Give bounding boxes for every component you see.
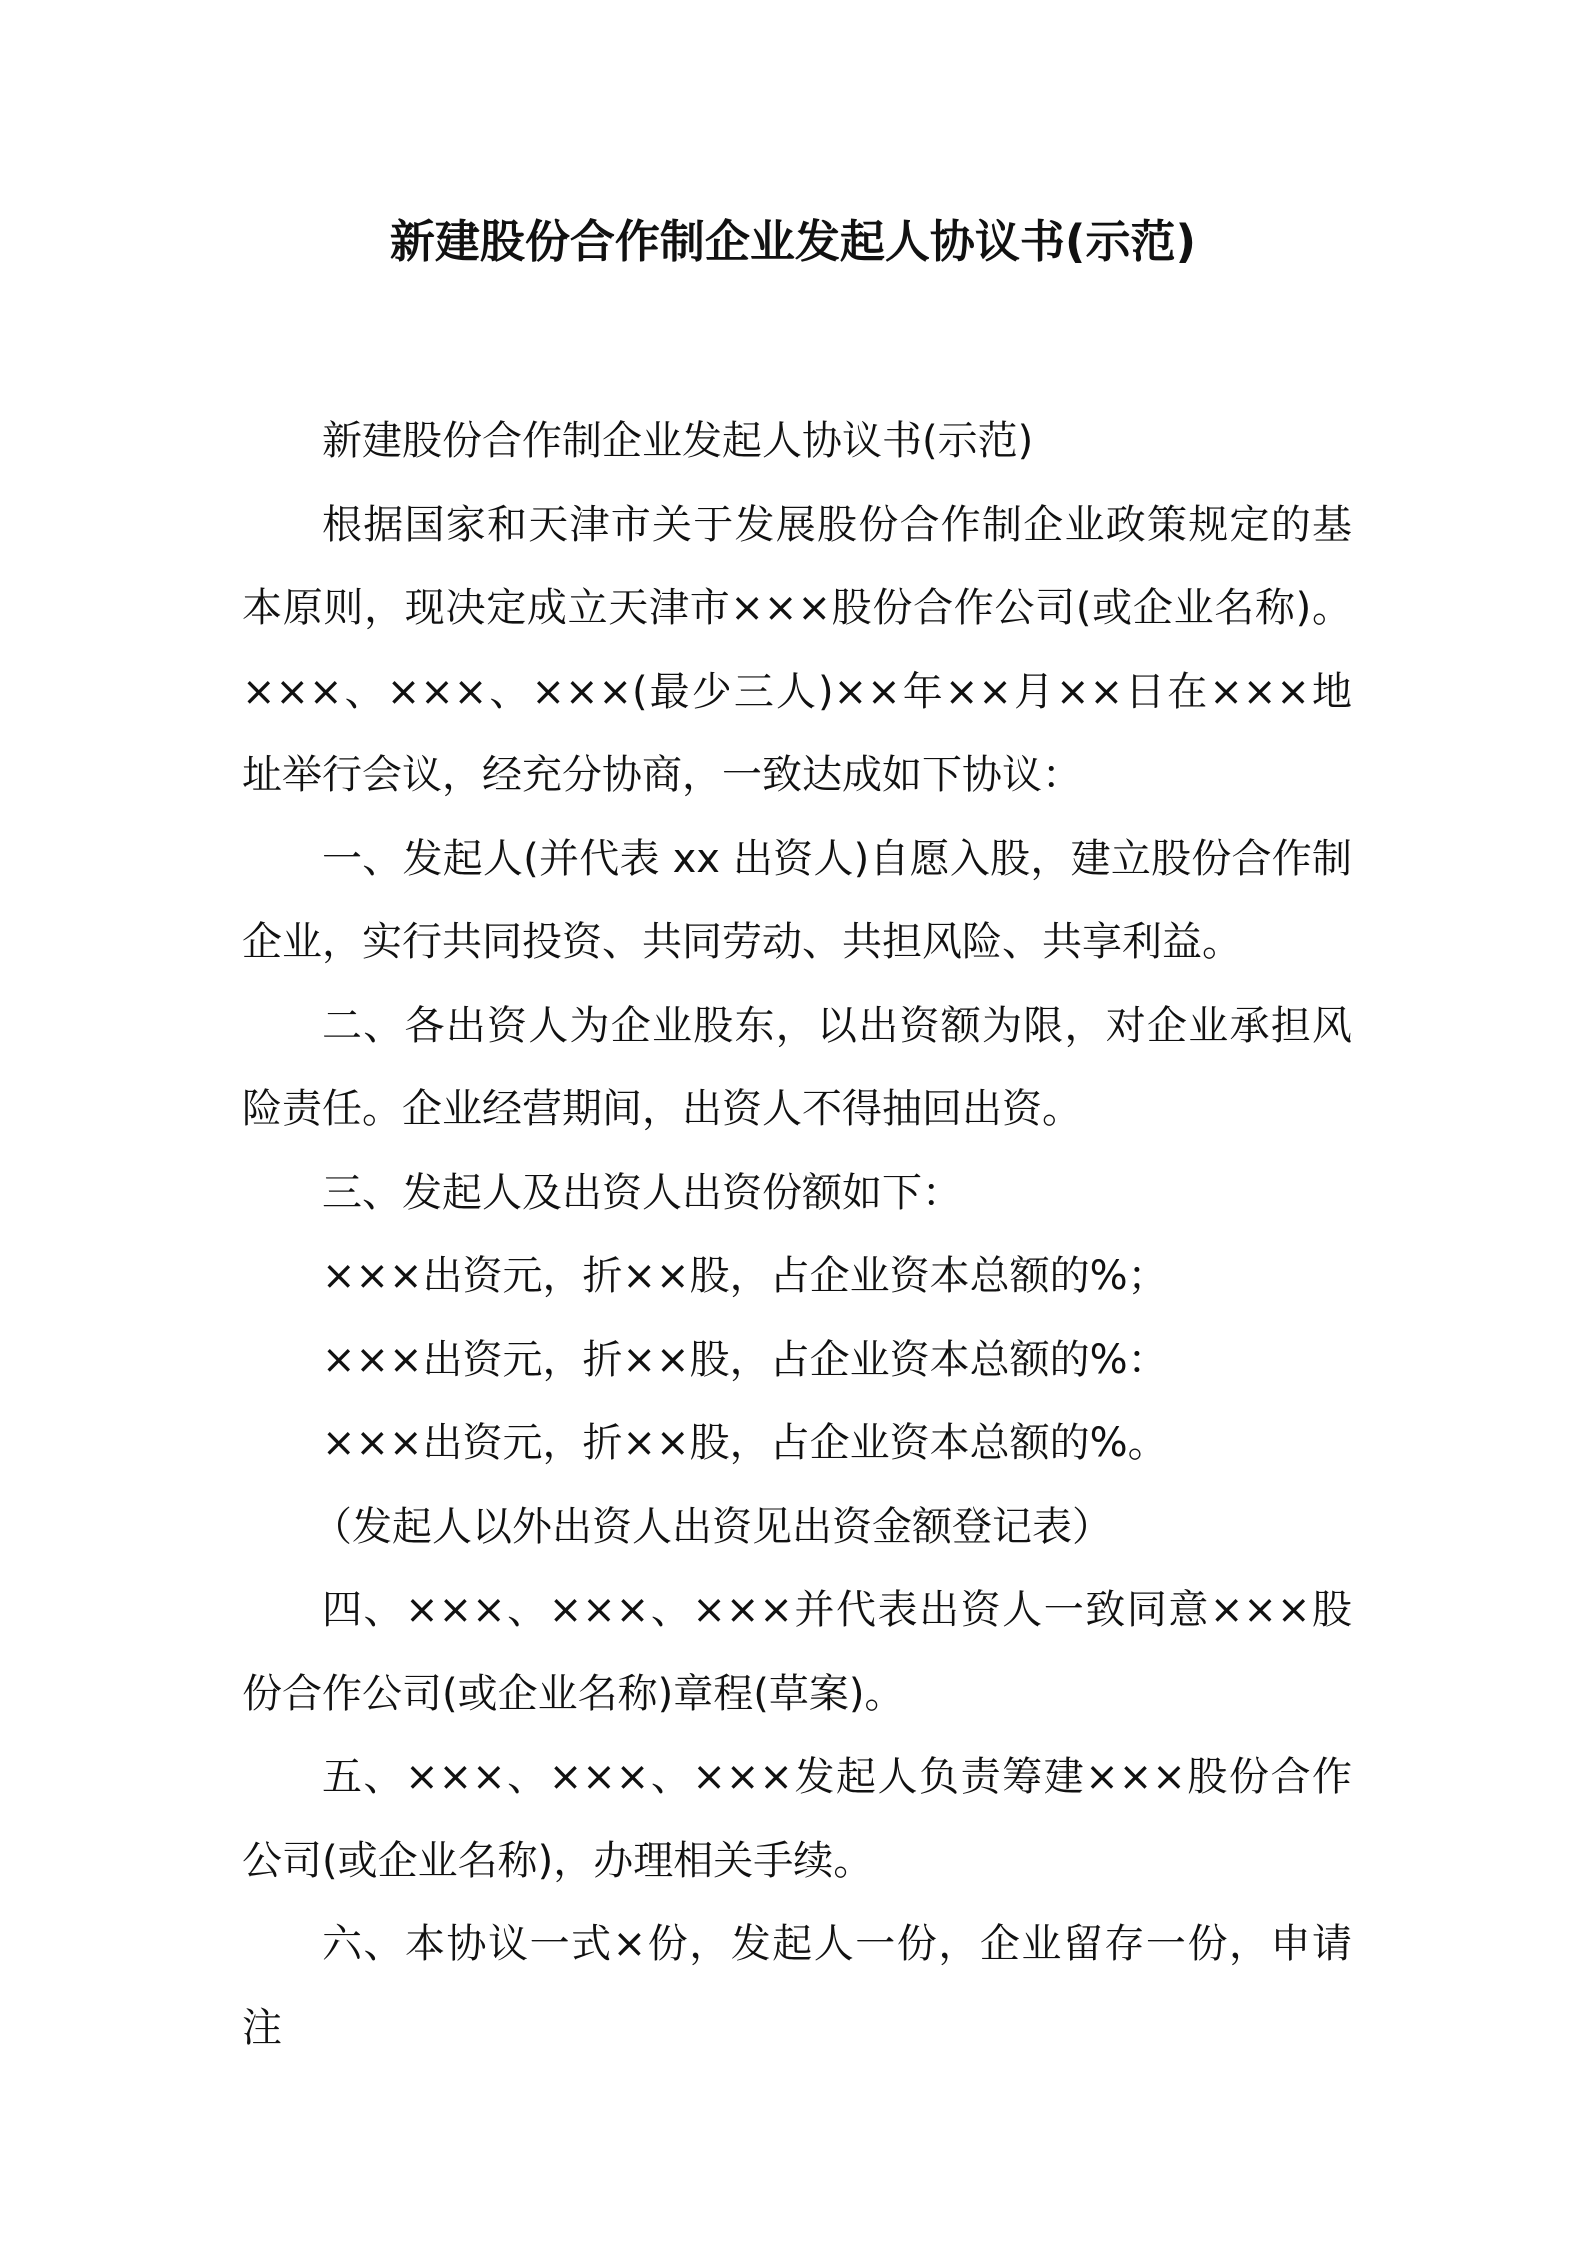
- contribution-line-1: ×××出资元，折××股，占企业资本总额的%；: [322, 1253, 1168, 1299]
- contribution-line-3: ×××出资元，折××股，占企业资本总额的%。: [322, 1420, 1168, 1466]
- clause-3: 三、发起人及出资人出资份额如下：: [322, 1169, 962, 1216]
- document-body: [242, 400, 1352, 2070]
- clause-1: 一、发起人(并代表 xx 出资人)自愿入股，建立股份合作制企业，实行共同投资、共同劳动、共担风险、共享利益。: [242, 835, 1352, 965]
- preamble-paragraph: 根据国家和天津市关于发展股份合作制企业政策规定的基本原则，现决定成立天津市×××股份合作公司(或企业名称)。×××、×××、×××(最少三人)××年××月××日在×××地址举行会议，经充分协商，一致达成如下协议：: [242, 501, 1352, 798]
- clause-4: 四、×××、×××、×××并代表出资人一致同意×××股份合作公司(或企业名称)章程(草案)。: [242, 1587, 1352, 1717]
- clause-6: 六、本协议一式×份，发起人一份，企业留存一份，申请注: [242, 1921, 1352, 2051]
- clause-2: 二、各出资人为企业股东，以出资额为限，对企业承担风险责任。企业经营期间，出资人不得抽回出资。: [242, 1002, 1352, 1132]
- document-title: 新建股份合作制企业发起人协议书(示范): [389, 215, 1197, 268]
- clause-5: 五、×××、×××、×××发起人负责筹建×××股份合作公司(或企业名称)，办理相关手续。: [242, 1754, 1352, 1884]
- contribution-line-2: ×××出资元，折××股，占企业资本总额的%：: [322, 1336, 1168, 1383]
- body-heading: 新建股份合作制企业发起人协议书(示范): [322, 418, 1034, 464]
- contribution-note: （发起人以外出资人出资见出资金额登记表）: [312, 1503, 1112, 1550]
